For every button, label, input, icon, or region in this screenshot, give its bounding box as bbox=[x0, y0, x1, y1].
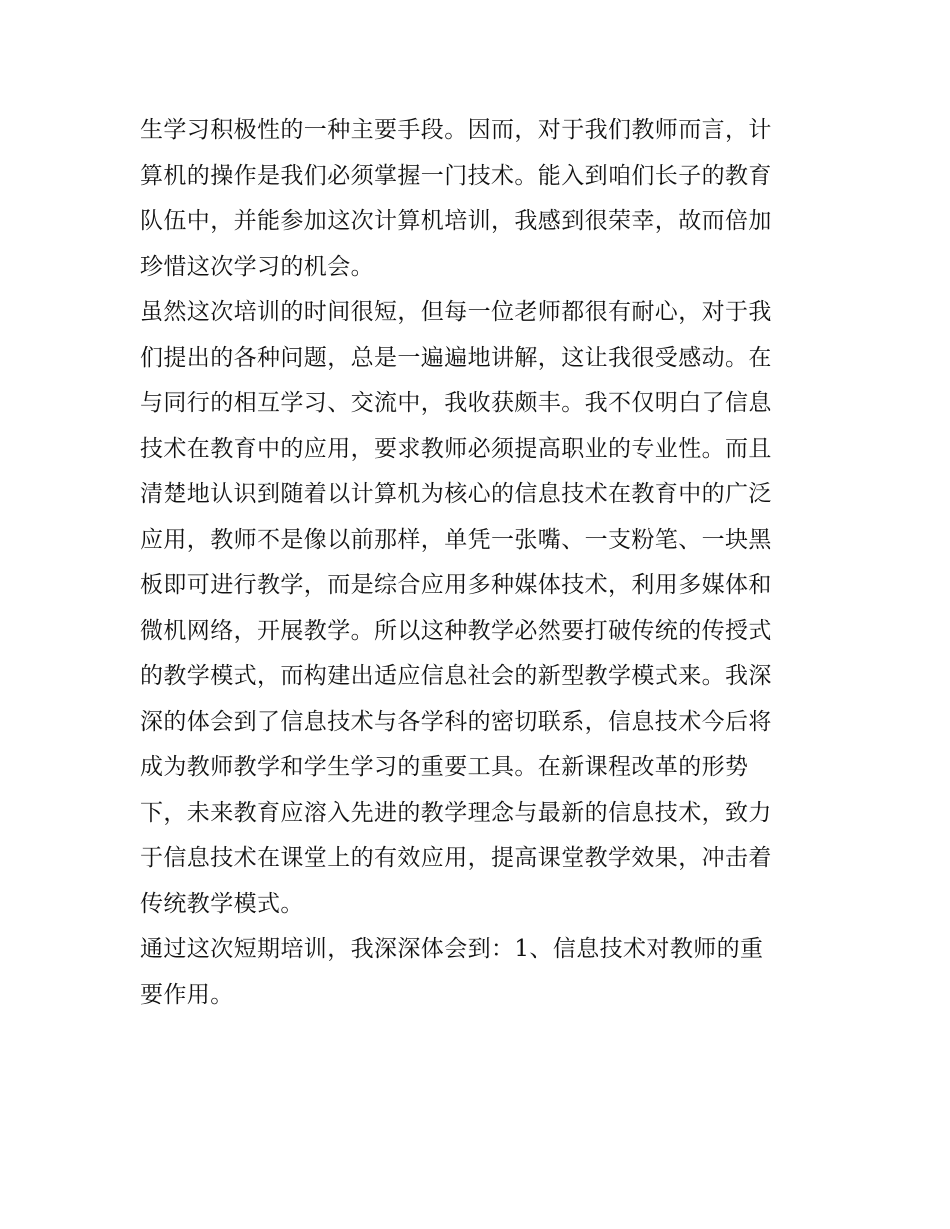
text-line: 成为教师教学和学生学习的重要工具。在新课程改革的形势 bbox=[140, 754, 749, 780]
paragraph-3 bbox=[140, 927, 812, 1018]
text-line: 板即可进行教学，而是综合应用多种媒体技术，利用多媒体和 bbox=[140, 572, 772, 598]
text-line: 传统教学模式。 bbox=[140, 890, 304, 917]
text-line: 与同行的相互学习、交流中，我收获颇丰。我不仅明白了信息 bbox=[140, 390, 772, 416]
text-line: 队伍中，并能参加这次计算机培训，我感到很荣幸，故而倍加 bbox=[140, 208, 772, 234]
text-line: 微机网络，开展教学。所以这种教学必然要打破传统的传授式 bbox=[140, 617, 772, 644]
text-line: 应用，教师不是像以前那样，单凭一张嘴、一支粉笔、一块黑 bbox=[140, 526, 772, 553]
text-line: 通过这次短期培训，我深深体会到：1、信息技术对教师的重 bbox=[140, 936, 764, 962]
text-line: 清楚地认识到随着以计算机为核心的信息技术在教育中的广泛 bbox=[140, 481, 772, 507]
text-line: 虽然这次培训的时间很短，但每一位老师都很有耐心，对于我 bbox=[140, 299, 772, 325]
text-line: 的教学模式，而构建出适应信息社会的新型教学模式来。我深 bbox=[140, 663, 772, 689]
text-line: 深的体会到了信息技术与各学科的密切联系，信息技术今后将 bbox=[140, 708, 772, 735]
text-line: 们提出的各种问题，总是一遍遍地讲解，这让我很受感动。在 bbox=[140, 344, 772, 371]
text-line: 于信息技术在课堂上的有效应用，提高课堂教学效果，冲击着 bbox=[140, 845, 772, 871]
document-body bbox=[140, 108, 812, 1018]
text-line: 算机的操作是我们必须掌握一门技术。能入到咱们长子的教育 bbox=[140, 162, 772, 189]
paragraph-1 bbox=[140, 108, 812, 290]
paragraph-2 bbox=[140, 290, 812, 927]
text-line: 生学习积极性的一种主要手段。因而，对于我们教师而言，计 bbox=[140, 117, 772, 143]
text-line: 下，未来教育应溶入先进的教学理念与最新的信息技术，致力 bbox=[140, 799, 772, 826]
text-line: 珍惜这次学习的机会。 bbox=[140, 253, 374, 280]
text-line: 要作用。 bbox=[140, 981, 234, 1008]
text-line: 技术在教育中的应用，要求教师必须提高职业的专业性。而且 bbox=[140, 435, 772, 462]
